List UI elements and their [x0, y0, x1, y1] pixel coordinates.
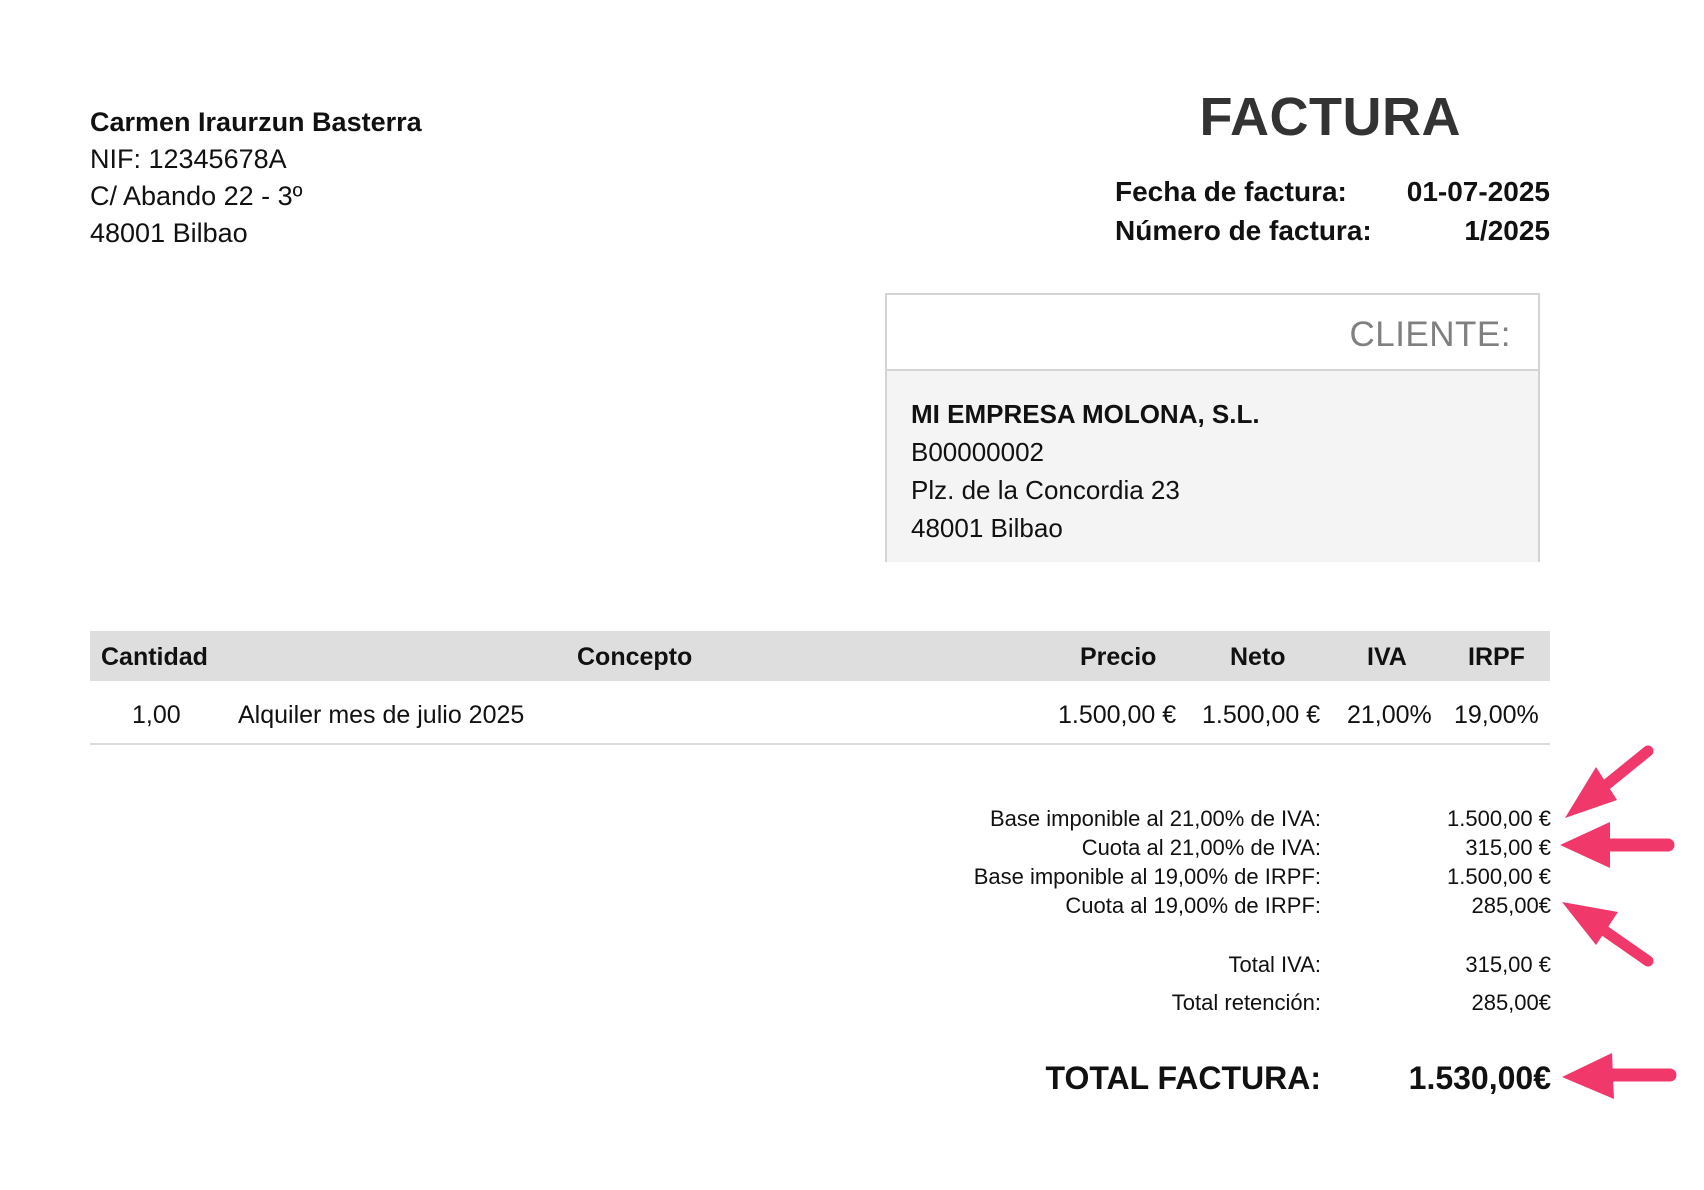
- total-factura-value: 1.530,00€: [1408, 1060, 1551, 1096]
- arrow-cuota-irpf-icon: [1562, 902, 1648, 961]
- base-iva-label: Base imponible al 21,00% de IVA:: [989, 806, 1321, 831]
- total-retencion-label: Total retención:: [1171, 990, 1321, 1015]
- base-irpf-label: Base imponible al 19,00% de IRPF:: [973, 864, 1321, 889]
- client-heading: CLIENTE:: [1349, 315, 1511, 354]
- total-iva-value: 315,00 €: [1465, 952, 1551, 977]
- client-name: MI EMPRESA MOLONA, S.L.: [911, 399, 1260, 429]
- cuota-irpf-value: 285,00€: [1471, 893, 1551, 918]
- total-retencion-value: 285,00€: [1471, 990, 1551, 1015]
- client-city: 48001 Bilbao: [911, 513, 1063, 543]
- total-factura-label: TOTAL FACTURA:: [1045, 1060, 1321, 1096]
- cell-iva: 21,00%: [1347, 701, 1432, 729]
- table-row: [90, 681, 1550, 745]
- issuer-nif: NIF: 12345678A: [90, 144, 287, 174]
- cell-cantidad: 1,00: [132, 701, 181, 729]
- issuer-address: C/ Abando 22 - 3º: [90, 181, 303, 211]
- items-table-header: [90, 631, 1550, 681]
- cuota-iva-label: Cuota al 21,00% de IVA:: [1081, 835, 1321, 860]
- client-address: Plz. de la Concordia 23: [911, 475, 1180, 505]
- invoice-date-value: 01-07-2025: [1406, 176, 1550, 207]
- issuer-name: Carmen Iraurzun Basterra: [90, 107, 422, 137]
- header-precio: Precio: [1080, 643, 1157, 671]
- client-tax-id: B00000002: [911, 437, 1045, 467]
- invoice-number-label: Número de factura:: [1115, 215, 1372, 246]
- invoice-number-value: 1/2025: [1464, 215, 1550, 246]
- total-iva-label: Total IVA:: [1228, 952, 1321, 977]
- client-header: [887, 295, 1538, 371]
- invoice-date-label: Fecha de factura:: [1115, 176, 1347, 207]
- cell-concepto: Alquiler mes de julio 2025: [238, 701, 525, 729]
- issuer-block: [90, 104, 422, 252]
- client-details: [887, 371, 1538, 562]
- base-irpf-value: 1.500,00 €: [1447, 864, 1551, 889]
- document-title: FACTURA: [1199, 87, 1461, 147]
- client-box: [885, 293, 1540, 562]
- arrow-cuota-iva-icon: [1560, 822, 1668, 868]
- header-iva: IVA: [1367, 643, 1407, 671]
- header-cantidad: Cantidad: [101, 643, 208, 671]
- header-concepto: Concepto: [577, 643, 693, 671]
- header-neto: Neto: [1230, 643, 1286, 671]
- cell-irpf: 19,00%: [1454, 701, 1539, 729]
- issuer-city: 48001 Bilbao: [90, 218, 248, 248]
- cuota-irpf-label: Cuota al 19,00% de IRPF:: [1065, 893, 1321, 918]
- arrow-base-iva-icon: [1565, 751, 1648, 818]
- cell-neto: 1.500,00 €: [1202, 701, 1321, 729]
- header-irpf: IRPF: [1468, 643, 1525, 671]
- arrow-total-factura-icon: [1562, 1053, 1670, 1099]
- cuota-iva-value: 315,00 €: [1465, 835, 1551, 860]
- cell-precio: 1.500,00 €: [1058, 701, 1177, 729]
- base-iva-value: 1.500,00 €: [1447, 806, 1551, 831]
